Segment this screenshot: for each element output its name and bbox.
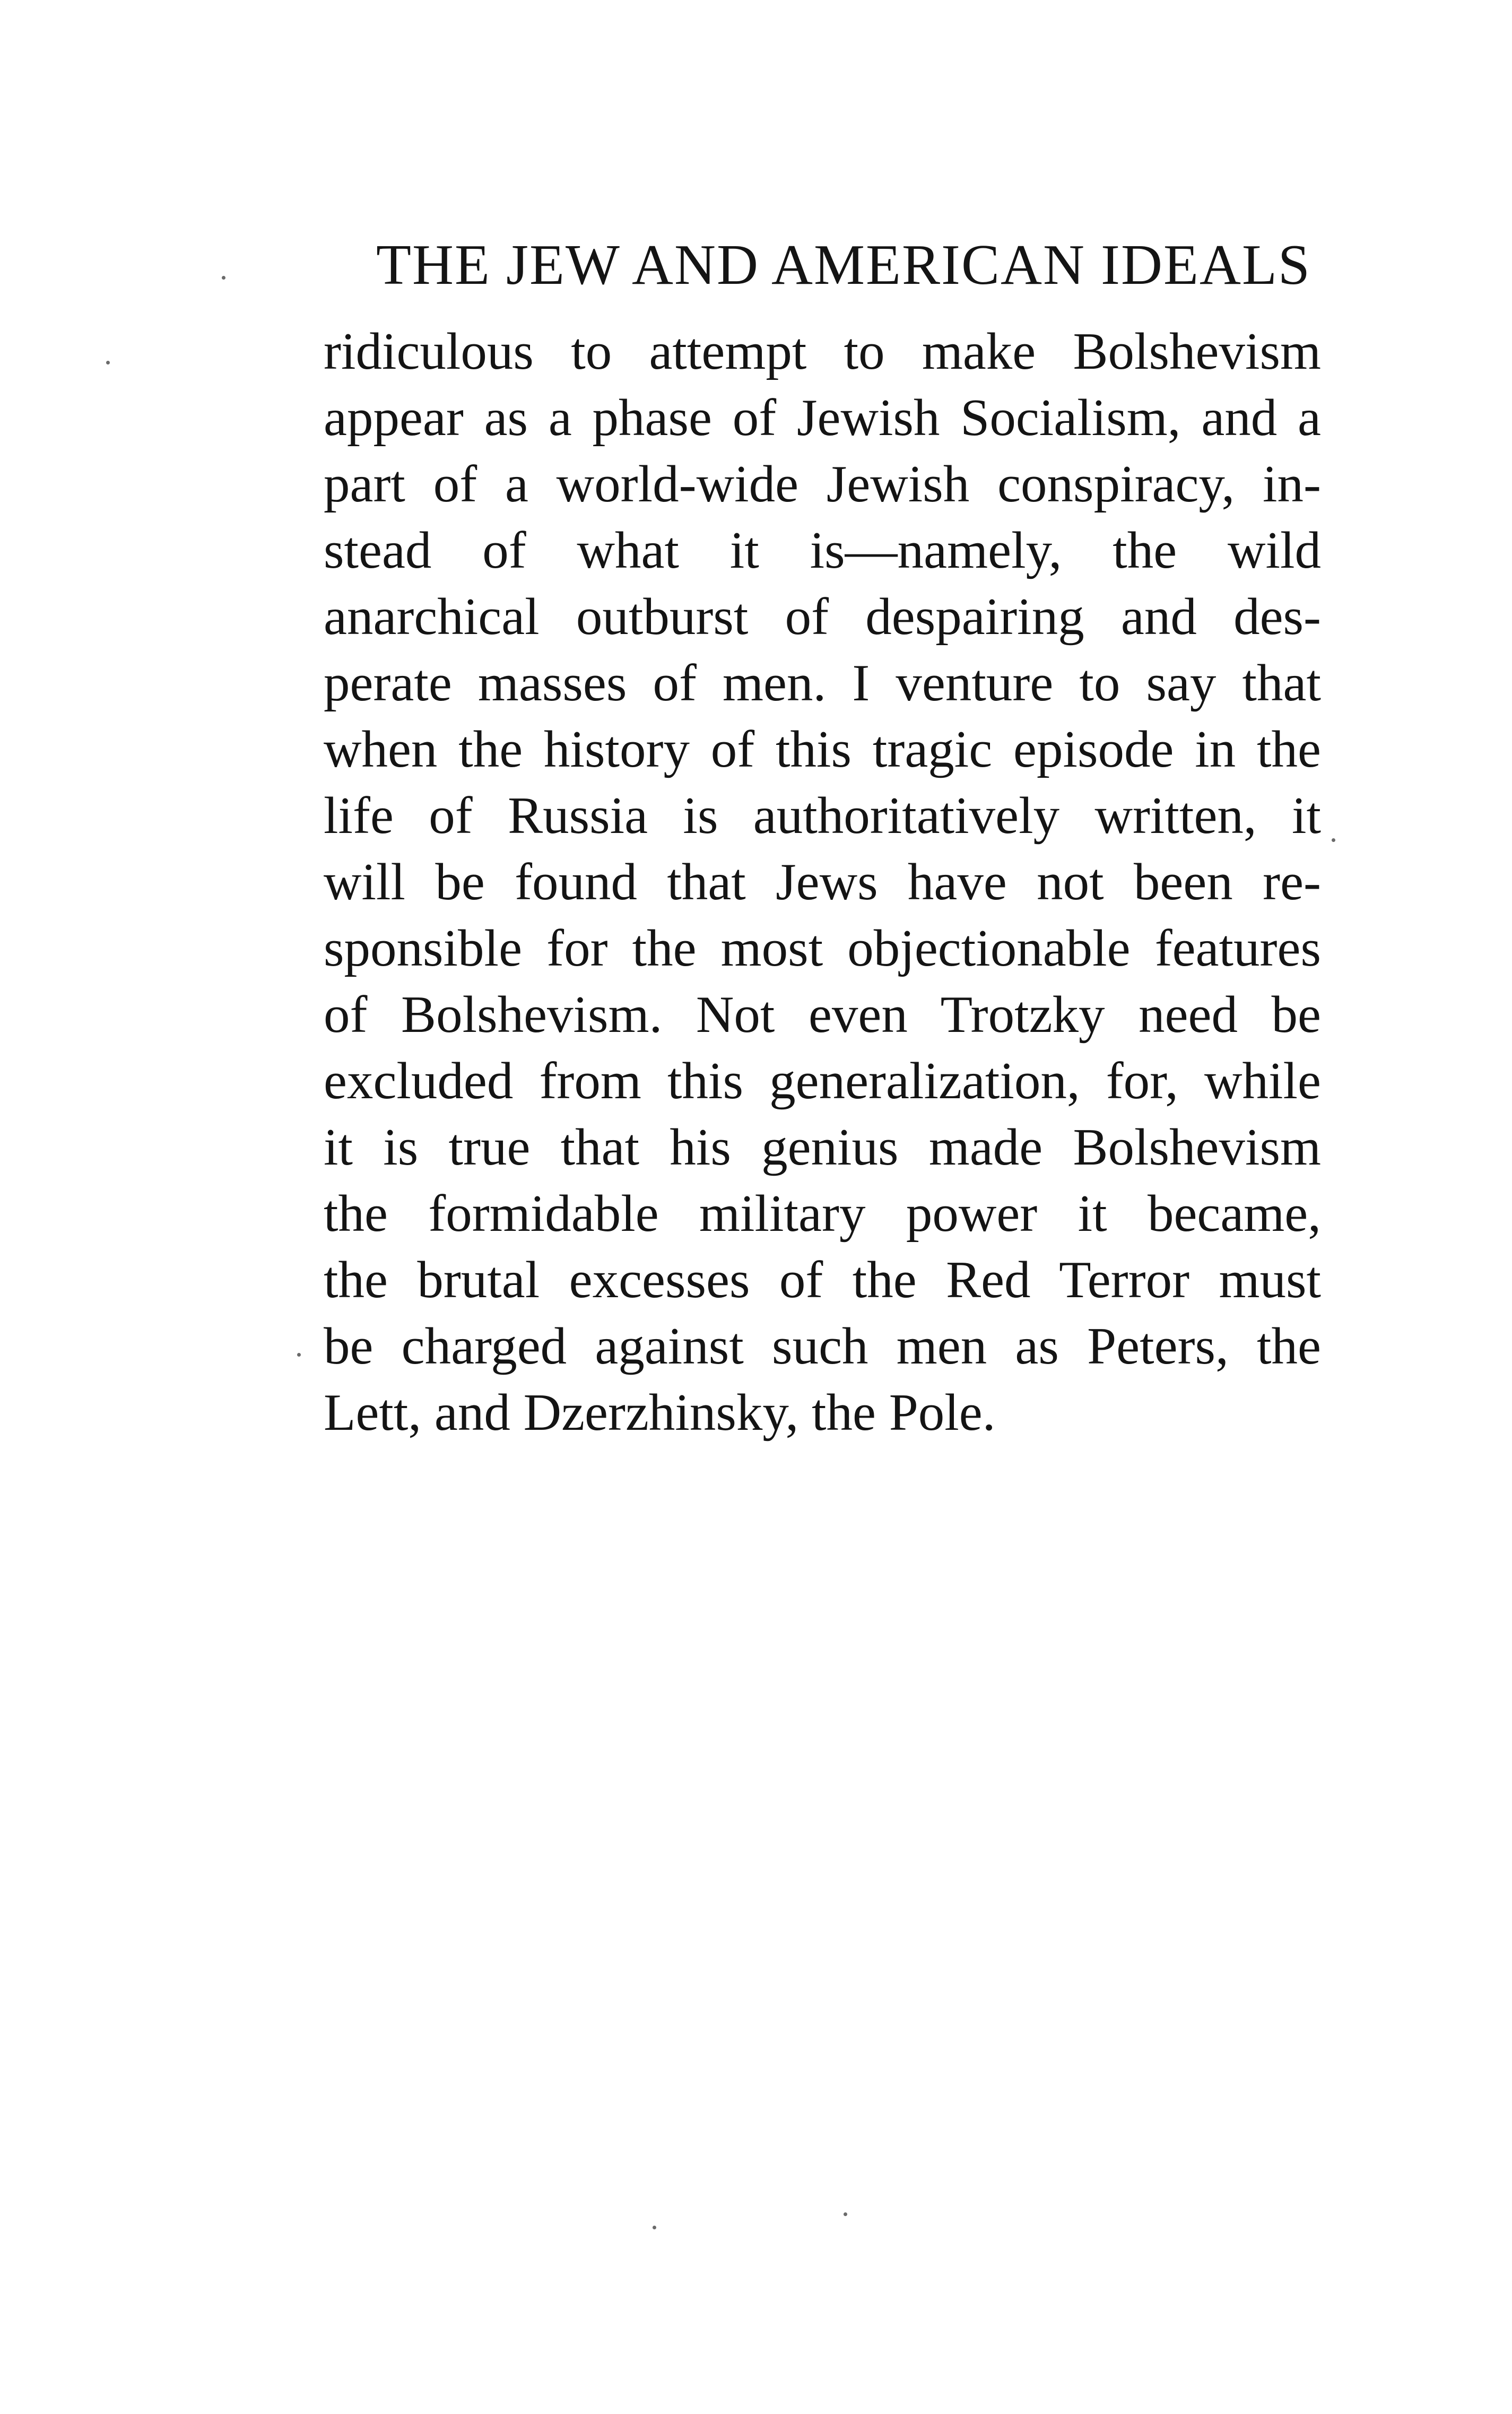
text-line: excluded from this generalization, for, while	[324, 1052, 1321, 1110]
scan-speck	[653, 2226, 656, 2229]
text-line: stead of what it is—namely, the wild	[324, 522, 1321, 579]
running-head: THE JEW AND AMERICAN IDEALS	[376, 233, 1311, 297]
text-line: the formidable military power it became,	[324, 1185, 1321, 1243]
text-line: it is true that his genius made Bolshevism	[324, 1118, 1321, 1176]
text-line: perate masses of men. I venture to say that	[324, 654, 1321, 712]
scan-speck	[297, 1353, 301, 1357]
text-line: of Bolshevism. Not even Trotzky need be	[324, 986, 1321, 1044]
text-line: ridiculous to attempt to make Bolshevism	[324, 323, 1321, 380]
text-line: be charged against such men as Peters, the	[324, 1317, 1321, 1375]
text-line: will be found that Jews have not been re-	[324, 853, 1321, 911]
text-line: appear as a phase of Jewish Socialism, and a	[324, 389, 1321, 447]
scan-speck	[844, 2212, 847, 2216]
text-line: the brutal excesses of the Red Terror must	[324, 1251, 1321, 1309]
text-line: when the history of this tragic episode in the	[324, 720, 1321, 778]
scan-speck	[106, 361, 110, 364]
text-line: anarchical outburst of despairing and des-	[324, 588, 1321, 646]
body-paragraph	[324, 318, 1321, 1446]
text-line: life of Russia is authoritatively written, it	[324, 787, 1321, 845]
text-line: part of a world-wide Jewish conspiracy, in-	[324, 455, 1321, 513]
scan-speck	[222, 276, 225, 280]
text-line: Lett, and Dzerzhinsky, the Pole.	[324, 1384, 996, 1442]
text-line: sponsible for the most objectionable features	[324, 919, 1321, 977]
scan-speck	[1332, 838, 1335, 842]
